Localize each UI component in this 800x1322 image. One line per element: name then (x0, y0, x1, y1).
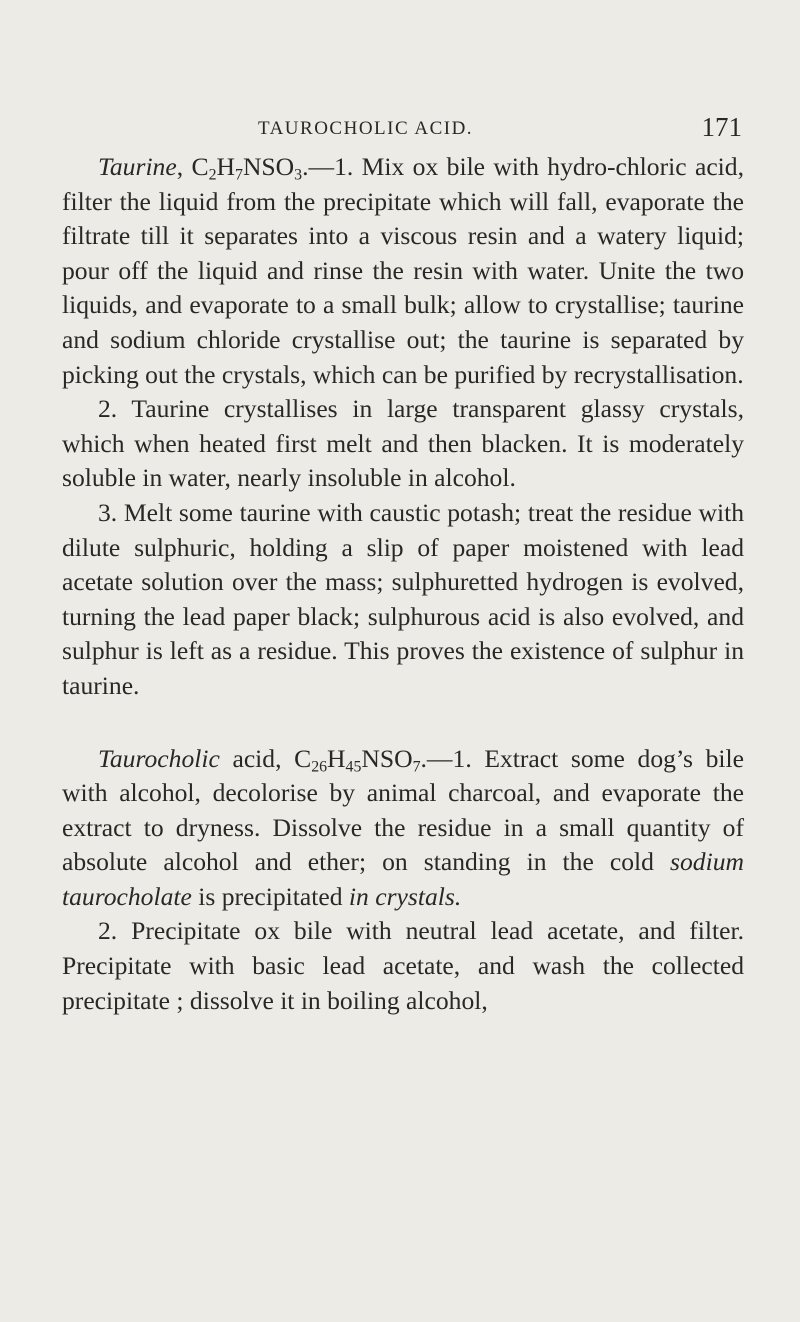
sodium-taurocholate-term: sodium taurocholate (62, 847, 744, 911)
in-crystals-term: in crystals. (348, 881, 462, 911)
page-number: 171 (701, 112, 742, 142)
taurine-paragraph-2: 2. Taurine crystallises in large transparent glassy crystals, which when heated first melt and then blacken. It is moderately soluble in water, nearly insoluble in alcohol. (62, 394, 744, 493)
taurocholic-formula: $C_{26}H_{45}NSO_7$ (294, 743, 421, 775)
taurocholic-paragraph-2: 2. Precipitate ox bile with neutral lead acetate, and filter. Precipitate with basic lead acetate, and wash the collected precipitate ; dissolve it in boiling alcohol, (62, 916, 744, 1015)
section-gap (62, 704, 744, 742)
taurocholic-paragraph-1: Taurocholic acid, $C_{26}H_{45}NSO_7.—1$. Extract some dog’s bile with alcohol, decolorise by animal charcoal, and evaporate the extract to dryness. Dissolve the residue in a small quantity of absolute alcohol and ether; on standing in the cold sodium taurocholate is precipitated in crystals. (62, 743, 744, 911)
running-head (62, 112, 742, 144)
taurine-paragraph-1-text: .—1. Mix ox bile with hydro-chloric acid, filter the liquid from the precipitate which will fall, evaporate the filtrate till it separates into a viscous resin and a watery liquid; pour off the liquid and rinse the resin with water. Unite the two liquids, and evaporate to a small bulk; allow to crystallise; taurine and sodium chloride crystallise out; the taurine is separated by picking out the crystals, which can be purified by recrystallisation. (62, 152, 744, 389)
taurine-formula: $C_2H_7NSO_3$ (191, 152, 303, 184)
taurine-paragraph-3: 3. Melt some taurine with caustic potash; treat the residue with dilute sulphuric, holding a slip of paper moistened with lead acetate solution over the mass; sulphuretted hydrogen is evolved, turning the lead paper black; sulphurous acid is also evolved, and sulphur is left as a residue. This proves the existence of sulphur in taurine. (62, 497, 744, 700)
taurine-paragraph-1: Taurine, $C_2H_7NSO_3.—1$. Mix ox bile with hydro-chloric acid, filter the liquid from the precipitate which will fall, evaporate the filtrate till it separates into a viscous resin and a watery liquid; pour off the liquid and rinse the resin with water. Unite the two liquids, and evaporate to a small bulk; allow to crystallise; taurine and sodium chloride crystallise out; the taurine is separated by picking out the crystals, which can be purified by recrystallisation. (62, 152, 744, 389)
body-text (62, 150, 744, 1018)
taurocholic-heading: Taurocholic (98, 743, 220, 773)
running-title: TAUROCHOLIC ACID. (258, 118, 474, 139)
taurine-heading: Taurine (98, 152, 177, 181)
